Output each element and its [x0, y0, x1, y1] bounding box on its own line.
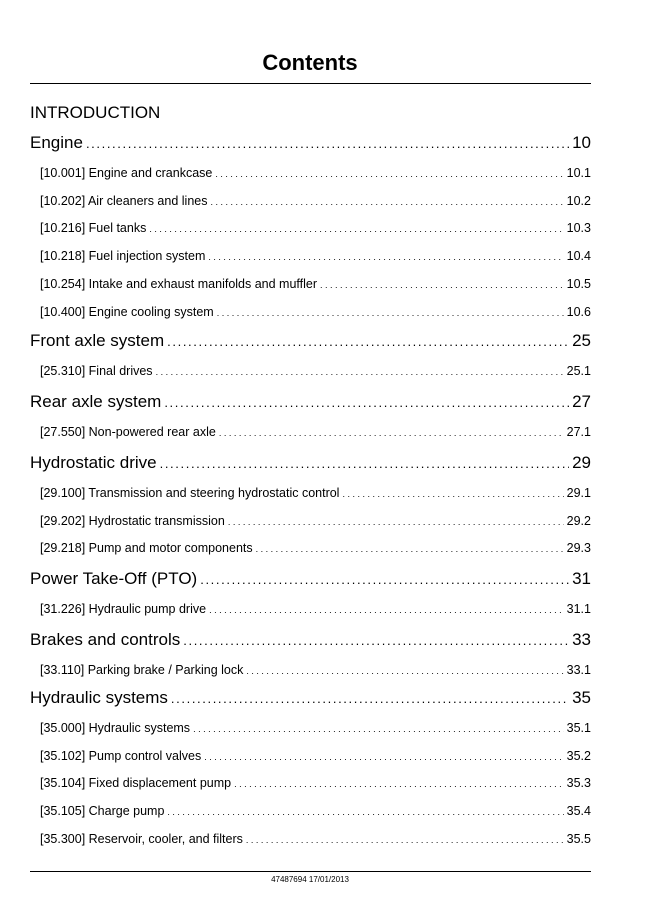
- dot-leader: [246, 835, 564, 845]
- toc-subentry[interactable]: [40, 305, 591, 319]
- toc-subentry-page: 27.1: [566, 425, 591, 439]
- toc-subentry[interactable]: [40, 541, 591, 555]
- toc-subentry[interactable]: [40, 663, 591, 677]
- toc-subentry-page: 10.2: [566, 193, 591, 208]
- toc-subentry[interactable]: [40, 166, 591, 180]
- toc-subentry-label: [10.254] Intake and exhaust manifolds and muffler: [40, 276, 318, 291]
- toc-section-entry[interactable]: [30, 331, 591, 351]
- toc-subentry-label: [10.218] Fuel injection system: [40, 249, 206, 264]
- header-rule: [30, 83, 591, 84]
- dot-leader: [215, 169, 563, 179]
- toc-section-page: 33: [572, 630, 591, 649]
- toc-section-page: 10: [572, 133, 591, 152]
- toc-subentry-label: [10.202] Air cleaners and lines: [40, 193, 208, 208]
- toc-subentry-page: 10.4: [566, 249, 591, 264]
- toc-section-entry[interactable]: [30, 569, 591, 589]
- footer-doc-id: 47487694 17/01/2013: [271, 875, 349, 884]
- toc-section-entry[interactable]: [30, 392, 591, 412]
- toc-subentry-label: [35.102] Pump control valves: [40, 748, 202, 763]
- toc-subentry-label: [33.110] Parking brake / Parking lock: [40, 663, 244, 677]
- toc-subentry-page: 10.6: [566, 304, 591, 319]
- toc-section-label: Engine: [30, 133, 83, 152]
- toc-subentry-page: 10.5: [566, 276, 591, 291]
- dot-leader: [200, 572, 569, 587]
- toc-subentry-label: [10.216] Fuel tanks: [40, 221, 147, 236]
- toc-subentry-page: 35.2: [566, 748, 591, 763]
- dot-leader: [167, 807, 563, 817]
- toc-subentry-label: [29.202] Hydrostatic transmission: [40, 513, 225, 528]
- toc-section-page: 29: [572, 453, 591, 472]
- toc-section-page: 27: [572, 392, 591, 411]
- toc-subentry-label: [25.310] Final drives: [40, 364, 153, 378]
- toc-subentry-label: [10.400] Engine cooling system: [40, 304, 214, 319]
- toc-section-entry[interactable]: [30, 453, 591, 473]
- toc-subentry[interactable]: [40, 277, 591, 291]
- toc-subentry-label: [29.100] Transmission and steering hydrostatic control: [40, 486, 340, 500]
- toc-subentry[interactable]: [40, 221, 591, 235]
- page-title: Contents: [262, 50, 358, 75]
- toc-subentry[interactable]: [40, 804, 591, 818]
- dot-leader: [256, 544, 564, 554]
- dot-leader: [210, 197, 563, 207]
- dot-leader: [183, 633, 569, 648]
- toc-section-label: Rear axle system: [30, 392, 162, 411]
- toc-section-entry[interactable]: [30, 630, 591, 650]
- toc-section-label: Power Take-Off (PTO): [30, 569, 198, 588]
- toc-subentry[interactable]: [40, 486, 591, 500]
- toc-subentry[interactable]: [40, 364, 591, 378]
- toc-subentry-label: [35.105] Charge pump: [40, 804, 165, 819]
- dot-leader: [246, 666, 563, 676]
- footer-rule: [30, 871, 591, 872]
- toc-subentry[interactable]: [40, 776, 591, 790]
- dot-leader: [208, 252, 563, 262]
- toc-subentry-page: 31.1: [566, 602, 591, 616]
- toc-subentry[interactable]: [40, 514, 591, 528]
- toc-subentry-page: 35.4: [566, 804, 591, 819]
- toc-subentry-page: 35.1: [566, 721, 591, 735]
- toc-section-label: Front axle system: [30, 331, 165, 350]
- toc-subentry-label: [10.001] Engine and crankcase: [40, 166, 213, 180]
- toc-subentry-page: 29.2: [566, 513, 591, 528]
- toc-subentry[interactable]: [40, 194, 591, 208]
- dot-leader: [209, 605, 564, 615]
- toc-subentry[interactable]: [40, 602, 591, 616]
- toc-section-page: 25: [572, 331, 591, 350]
- dot-leader: [149, 224, 563, 234]
- toc-section-entry[interactable]: [30, 688, 591, 708]
- toc-subentry[interactable]: [40, 425, 591, 439]
- toc-subentry-label: [35.300] Reservoir, cooler, and filters: [40, 831, 243, 846]
- toc-subentry-page: 35.5: [566, 831, 591, 846]
- toc-subentry-label: [35.000] Hydraulic systems: [40, 721, 191, 735]
- toc-subentry-page: 10.3: [566, 221, 591, 236]
- dot-leader: [320, 280, 564, 290]
- toc-section-page: 35: [572, 688, 591, 707]
- toc-subentry[interactable]: [40, 249, 591, 263]
- toc-section-page: 31: [572, 569, 591, 588]
- toc-subentry-label: [31.226] Hydraulic pump drive: [40, 602, 207, 616]
- toc-subentry-page: 10.1: [566, 166, 591, 180]
- dot-leader: [342, 489, 563, 499]
- toc-subentry-page: 29.1: [566, 486, 591, 500]
- toc-subentry[interactable]: [40, 749, 591, 763]
- intro-heading: INTRODUCTION: [30, 103, 161, 122]
- dot-leader: [217, 308, 564, 318]
- toc-section-entry[interactable]: [30, 133, 591, 153]
- dot-leader: [204, 752, 563, 762]
- dot-leader: [164, 395, 569, 410]
- toc-subentry[interactable]: [40, 721, 591, 735]
- toc-subentry-page: 29.3: [566, 541, 591, 556]
- toc-subentry-label: [29.218] Pump and motor components: [40, 541, 253, 556]
- dot-leader: [86, 136, 569, 151]
- toc-section-label: Brakes and controls: [30, 630, 181, 649]
- dot-leader: [193, 724, 564, 734]
- dot-leader: [228, 517, 564, 527]
- toc-subentry-page: 25.1: [566, 364, 591, 378]
- toc-subentry-label: [27.550] Non-powered rear axle: [40, 425, 216, 439]
- dot-leader: [234, 779, 564, 789]
- dot-leader: [167, 334, 569, 349]
- toc-section-label: Hydrostatic drive: [30, 453, 157, 472]
- toc-subentry-label: [35.104] Fixed displacement pump: [40, 776, 232, 791]
- toc-subentry-page: 33.1: [566, 663, 591, 677]
- toc-subentry-page: 35.3: [566, 776, 591, 791]
- dot-leader: [219, 428, 564, 438]
- toc-subentry[interactable]: [40, 832, 591, 846]
- toc-section-label: Hydraulic systems: [30, 688, 168, 707]
- dot-leader: [171, 691, 569, 706]
- dot-leader: [156, 367, 564, 377]
- dot-leader: [160, 456, 569, 471]
